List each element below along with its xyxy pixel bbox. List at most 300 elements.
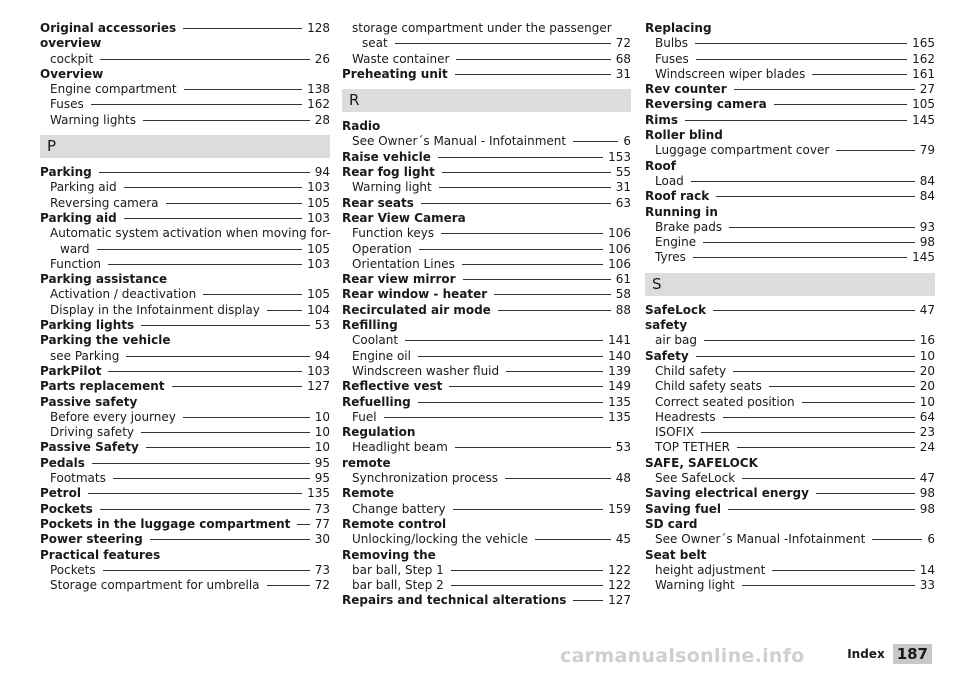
page-ref: 10 [919, 348, 935, 363]
page-ref: 27 [919, 82, 935, 97]
entry-label: Operation [352, 241, 412, 256]
entry-label: Power steering [40, 532, 143, 547]
leader-line [701, 432, 914, 433]
leader-line [97, 249, 303, 250]
index-subentry[interactable] [645, 250, 935, 265]
leader-line [100, 59, 310, 60]
leader-line [812, 74, 907, 75]
index-entry[interactable] [645, 303, 935, 318]
entry-label: Parking [40, 165, 92, 180]
leader-line [462, 264, 603, 265]
entry-label: height adjustment [655, 562, 766, 577]
page-ref: 14 [919, 562, 935, 577]
entry-label: Rev counter [645, 82, 727, 97]
entry-label: Coolant [352, 333, 399, 348]
leader-line [203, 294, 302, 295]
index-subentry[interactable] [645, 67, 935, 82]
page-ref: 10 [314, 425, 330, 440]
index-subentry[interactable] [342, 180, 631, 195]
index-entry[interactable] [40, 211, 330, 226]
leader-line [146, 447, 310, 448]
entry-label: Windscreen washer fluid [352, 363, 500, 378]
leader-line [150, 539, 310, 540]
index-subentry[interactable] [342, 257, 631, 272]
page-ref: 127 [307, 379, 330, 394]
index-heading: Passive safety [40, 394, 138, 409]
leader-line [802, 402, 915, 403]
entry-label: Roof rack [645, 189, 710, 204]
page-ref: 98 [919, 501, 935, 516]
index-subentry[interactable] [645, 333, 935, 348]
entry-label: see Parking [50, 348, 120, 363]
entry-label: Fuel [352, 409, 377, 424]
index-subentry[interactable] [40, 287, 330, 302]
page-ref: 20 [919, 363, 935, 378]
page-ref: 106 [608, 226, 631, 241]
index-entry[interactable] [342, 196, 631, 211]
index-heading: Remote control [342, 516, 447, 531]
entry-label: cockpit [50, 51, 94, 66]
index-entry[interactable] [40, 364, 330, 379]
page-ref: 79 [919, 143, 935, 158]
index-subentry[interactable] [342, 578, 631, 593]
entry-label: Function keys [352, 226, 435, 241]
index-entry[interactable] [40, 517, 330, 532]
page-ref: 98 [919, 235, 935, 250]
index-subentry[interactable] [40, 425, 330, 440]
entry-label: Parking aid [40, 210, 117, 225]
page-ref: 145 [912, 112, 935, 127]
entry-label: Raise vehicle [342, 149, 431, 164]
leader-line [88, 493, 302, 494]
entry-label: Rear fog light [342, 165, 435, 180]
page-ref: 122 [608, 562, 631, 577]
index-subentry[interactable] [645, 532, 935, 547]
index-subentry[interactable] [40, 349, 330, 364]
index-subentry[interactable] [645, 578, 935, 593]
index-subentry[interactable] [40, 303, 330, 318]
leader-line [451, 585, 603, 586]
page-ref: 88 [615, 302, 631, 317]
entry-label: Saving fuel [645, 501, 722, 516]
entry-label: bar ball, Step 2 [352, 578, 444, 593]
page-ref: 10 [314, 409, 330, 424]
entry-label: Original accessories [40, 21, 177, 35]
index-subentry[interactable] [40, 97, 330, 112]
index-subentry[interactable] [40, 52, 330, 67]
index-subentry[interactable] [342, 532, 631, 547]
entry-label: ParkPilot [40, 363, 102, 378]
index-subentry[interactable] [40, 180, 330, 195]
leader-line [442, 172, 611, 173]
entry-label: Footmats [50, 471, 106, 486]
entry-label: Tyres [655, 250, 686, 265]
page-ref: 103 [307, 210, 330, 225]
index-entry[interactable] [40, 502, 330, 517]
index-subentry[interactable] [645, 440, 935, 455]
index-subentry[interactable] [342, 242, 631, 257]
index-entry[interactable] [342, 395, 631, 410]
index-subentry[interactable] [645, 410, 935, 425]
index-entry[interactable] [40, 165, 330, 180]
leader-line [696, 356, 915, 357]
leader-line [704, 340, 915, 341]
index-entry[interactable] [40, 486, 330, 501]
page-ref: 20 [919, 379, 935, 394]
index-subentry[interactable] [40, 196, 330, 211]
leader-line [737, 447, 915, 448]
leader-line [734, 89, 915, 90]
leader-line [113, 478, 310, 479]
page-ref: 103 [307, 363, 330, 378]
page-ref: 128 [307, 21, 330, 35]
entry-label: Fuses [655, 51, 689, 66]
section-letter-s: S [645, 273, 935, 296]
entry-label: Passive Safety [40, 440, 139, 455]
page-ref: 68 [615, 51, 631, 66]
index-entry[interactable] [342, 593, 631, 608]
index-entry[interactable] [645, 189, 935, 204]
entry-label: Load [655, 173, 684, 188]
entry-label: Synchronization process [352, 471, 499, 486]
entry-label: Parts replacement [40, 379, 165, 394]
entry-label: Headrests [655, 409, 716, 424]
index-heading: Remote [342, 486, 395, 501]
index-heading: Running in [645, 204, 718, 219]
entry-label: Display in the Infotainment display [50, 302, 260, 317]
leader-line [772, 570, 914, 571]
entry-label: Correct seated position [655, 394, 795, 409]
leader-line [769, 386, 915, 387]
entry-label: Activation / deactivation [50, 287, 197, 302]
index-column-left [40, 21, 330, 593]
section-letter-r: R [342, 89, 631, 112]
leader-line [455, 447, 611, 448]
leader-line [506, 371, 603, 372]
leader-line [405, 340, 603, 341]
index-subentry[interactable] [40, 410, 330, 425]
index-subentry[interactable] [645, 143, 935, 158]
page-ref: 162 [912, 51, 935, 66]
leader-line [742, 478, 915, 479]
entry-label: See Owner´s Manual - Infotainment [352, 134, 567, 149]
index-entry[interactable] [40, 456, 330, 471]
index-entry[interactable] [342, 165, 631, 180]
page-ref: 61 [615, 272, 631, 287]
entry-label: Driving safety [50, 425, 134, 440]
page-ref: 105 [307, 195, 330, 210]
page-ref: 145 [912, 250, 935, 265]
leader-line [126, 356, 309, 357]
index-subentry[interactable] [342, 410, 631, 425]
index-entry[interactable] [342, 287, 631, 302]
leader-line [418, 356, 603, 357]
leader-line [449, 386, 603, 387]
index-entry[interactable] [40, 440, 330, 455]
leader-line [108, 371, 302, 372]
entry-label: Saving electrical energy [645, 486, 809, 501]
entry-label: See Owner´s Manual -Infotainment [655, 532, 866, 547]
leader-line [124, 218, 302, 219]
page-ref: 95 [314, 471, 330, 486]
index-heading: Overview [40, 66, 104, 81]
index-subentry[interactable] [342, 364, 631, 379]
index-subentry[interactable] [40, 82, 330, 97]
leader-line [99, 172, 310, 173]
index-column-right [645, 21, 935, 593]
index-subentry[interactable] [342, 502, 631, 517]
index-subentry[interactable] [342, 563, 631, 578]
page-ref: 94 [314, 348, 330, 363]
index-subentry[interactable] [645, 36, 935, 51]
index-entry[interactable] [40, 379, 330, 394]
page-ref: 84 [919, 173, 935, 188]
entry-label: Warning light [655, 578, 735, 593]
index-subentry[interactable] [40, 113, 330, 128]
index-entry[interactable] [645, 502, 935, 517]
page-ref: 149 [608, 379, 631, 394]
index-heading: overview [40, 36, 102, 51]
entry-label: Storage compartment for umbrella [50, 578, 260, 593]
index-subentry[interactable] [40, 578, 330, 593]
index-subentry[interactable] [645, 235, 935, 250]
entry-label: Pockets in the luggage compartment [40, 516, 291, 531]
index-subentry[interactable] [645, 395, 935, 410]
entry-label: Fuses [50, 97, 84, 112]
entry-label: Pockets [50, 562, 96, 577]
leader-line [728, 509, 915, 510]
leader-line [103, 570, 310, 571]
index-subentry[interactable] [342, 36, 631, 51]
leader-line [723, 417, 915, 418]
index-entry[interactable] [645, 349, 935, 364]
entry-label: seat [362, 36, 388, 51]
page-ref: 26 [314, 51, 330, 66]
leader-line [455, 74, 611, 75]
leader-line [124, 187, 302, 188]
entry-label: Warning lights [50, 112, 136, 127]
page-ref: 165 [912, 36, 935, 51]
leader-line [451, 570, 603, 571]
leader-line [695, 43, 907, 44]
index-entry[interactable] [342, 303, 631, 318]
entry-label: Pedals [40, 455, 85, 470]
page-ref: 77 [314, 516, 330, 531]
leader-line [494, 294, 611, 295]
page-ref: 106 [608, 256, 631, 271]
index-heading: Parking the vehicle [40, 333, 171, 348]
page-ref: 94 [314, 165, 330, 180]
leader-line [297, 524, 309, 525]
index-subentry[interactable] [40, 257, 330, 272]
page-ref: 72 [314, 578, 330, 593]
entry-label: Unlocking/locking the vehicle [352, 532, 529, 547]
index-heading: Removing the [342, 547, 436, 562]
index-heading: Seat belt [645, 547, 707, 562]
index-entry[interactable] [645, 486, 935, 501]
watermark: carmanualsonline.info [560, 645, 805, 667]
leader-line [453, 509, 604, 510]
page-ref: 162 [307, 97, 330, 112]
leader-line [733, 371, 915, 372]
index-entry[interactable] [342, 67, 631, 82]
index-subentry[interactable] [40, 471, 330, 486]
entry-label: Function [50, 256, 102, 271]
page-ref: 105 [912, 97, 935, 112]
entry-label: See SafeLock [655, 471, 736, 486]
page-ref: 58 [615, 287, 631, 302]
index-subentry[interactable] [342, 349, 631, 364]
page-footer [847, 644, 932, 664]
page-ref: 105 [307, 287, 330, 302]
leader-line [439, 187, 611, 188]
leader-line [693, 257, 907, 258]
entry-label: Child safety seats [655, 379, 762, 394]
entry-label: Preheating unit [342, 66, 448, 81]
entry-label: Repairs and technical alterations [342, 593, 567, 608]
index-entry[interactable] [40, 532, 330, 547]
page-ref: 16 [919, 333, 935, 348]
entry-label: Engine oil [352, 348, 411, 363]
index-subentry[interactable] [40, 242, 330, 257]
index-heading: Refilling [342, 318, 398, 333]
leader-line [535, 539, 611, 540]
index-entry[interactable] [645, 82, 935, 97]
index-subentry[interactable] [342, 440, 631, 455]
leader-line [463, 279, 611, 280]
entry-label: Change battery [352, 501, 446, 516]
index-subentry[interactable] [342, 333, 631, 348]
leader-line [421, 203, 611, 204]
entry-label: Petrol [40, 486, 81, 501]
index-entry[interactable] [342, 272, 631, 287]
index-subentry[interactable] [645, 220, 935, 235]
index-heading: Regulation [342, 425, 416, 440]
leader-line [685, 120, 907, 121]
page-ref: 6 [623, 134, 631, 149]
page-ref: 73 [314, 501, 330, 516]
page-ref: 106 [608, 241, 631, 256]
index-entry[interactable] [645, 97, 935, 112]
leader-line [91, 104, 302, 105]
leader-line [716, 196, 914, 197]
page-ref: 98 [919, 486, 935, 501]
entry-label: Child safety [655, 363, 727, 378]
index-subentry[interactable] [645, 425, 935, 440]
leader-line [184, 89, 303, 90]
section-letter-p: P [40, 135, 330, 158]
entry-label: Reflective vest [342, 379, 443, 394]
leader-line [108, 264, 302, 265]
entry-label: Brake pads [655, 219, 723, 234]
leader-line [836, 150, 914, 151]
index-subentry-text: Automatic system activation when moving for- [50, 226, 331, 241]
entry-label: air bag [655, 333, 698, 348]
index-heading: SAFE, SAFELOCK [645, 455, 758, 470]
index-column-middle [342, 21, 631, 609]
entry-label: Bulbs [655, 36, 689, 51]
page-ref: 135 [307, 486, 330, 501]
leader-line [141, 432, 310, 433]
entry-label: Headlight beam [352, 440, 448, 455]
leader-line [143, 120, 310, 121]
index-subentry[interactable] [645, 52, 935, 67]
index-subentry[interactable] [342, 52, 631, 67]
page-ref: 141 [608, 333, 631, 348]
page-ref: 24 [919, 440, 935, 455]
page-ref: 53 [314, 318, 330, 333]
leader-line [696, 59, 907, 60]
entry-label: Orientation Lines [352, 256, 455, 271]
index-subentry[interactable] [645, 563, 935, 578]
entry-label: Parking lights [40, 318, 135, 333]
index-heading: safety [645, 318, 688, 333]
page-ref: 31 [615, 180, 631, 195]
leader-line [395, 43, 611, 44]
page-ref: 53 [615, 440, 631, 455]
index-subentry[interactable] [645, 174, 935, 189]
page-ref: 63 [615, 195, 631, 210]
page-ref: 135 [608, 394, 631, 409]
leader-line [729, 227, 915, 228]
index-subentry[interactable] [645, 379, 935, 394]
page-ref: 45 [615, 532, 631, 547]
index-entry[interactable] [342, 150, 631, 165]
index-subentry[interactable] [342, 471, 631, 486]
leader-line [703, 242, 915, 243]
page-ref: 95 [314, 455, 330, 470]
page-ref: 10 [314, 440, 330, 455]
leader-line [742, 585, 915, 586]
page-ref: 139 [608, 363, 631, 378]
index-subentry[interactable] [342, 134, 631, 149]
page-ref: 103 [307, 256, 330, 271]
index-subentry[interactable] [645, 364, 935, 379]
index-heading: SD card [645, 516, 698, 531]
index-entry[interactable] [342, 379, 631, 394]
entry-label: Before every journey [50, 409, 176, 424]
page-ref: 55 [615, 165, 631, 180]
page-ref: 93 [919, 219, 935, 234]
leader-line [267, 585, 310, 586]
leader-line [691, 181, 915, 182]
index-entry[interactable] [40, 21, 330, 36]
index-heading: Practical features [40, 547, 161, 562]
page-ref: 23 [919, 425, 935, 440]
entry-label: Engine [655, 235, 697, 250]
index-subentry[interactable] [342, 226, 631, 241]
entry-label: Waste container [352, 51, 450, 66]
leader-line [774, 104, 907, 105]
index-entry[interactable] [40, 318, 330, 333]
page-ref: 84 [919, 189, 935, 204]
entry-label: Windscreen wiper blades [655, 66, 806, 81]
index-entry[interactable] [645, 113, 935, 128]
leader-line [183, 417, 310, 418]
index-heading: remote [342, 455, 391, 470]
entry-label: Reversing camera [645, 97, 767, 112]
leader-line [100, 509, 310, 510]
entry-label: ISOFIX [655, 425, 695, 440]
page-ref: 122 [608, 578, 631, 593]
leader-line [441, 233, 603, 234]
page-ref: 135 [608, 409, 631, 424]
index-subentry[interactable] [40, 563, 330, 578]
index-subentry[interactable] [645, 471, 935, 486]
page-ref: 153 [608, 149, 631, 164]
entry-label: Engine compartment [50, 82, 177, 97]
entry-label: Recirculated air mode [342, 302, 491, 317]
